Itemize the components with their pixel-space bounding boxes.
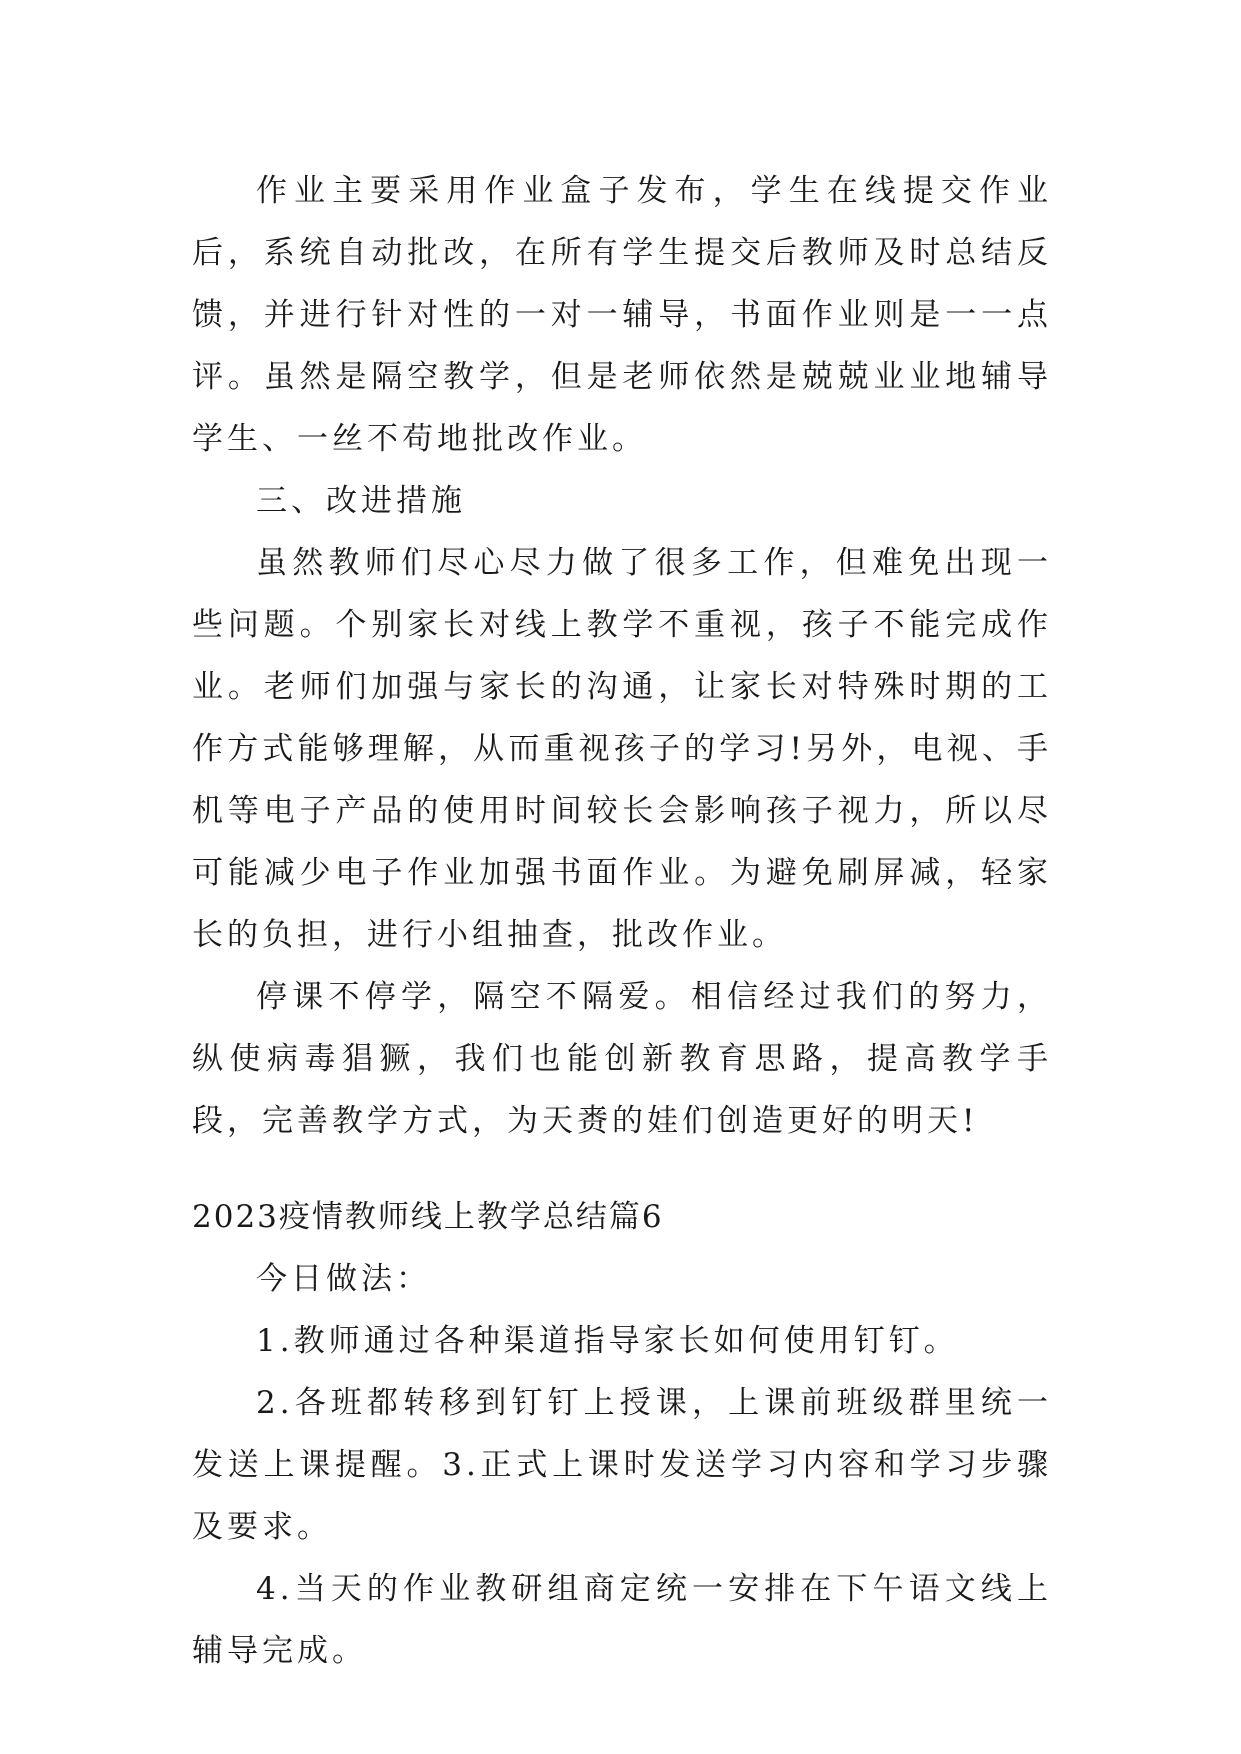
- list-item-4: 4.当天的作业教研组商定统一安排在下午语文线上辅导完成。: [192, 1571, 1052, 1669]
- paragraph-conclusion: 停课不停学，隔空不隔爱。相信经过我们的努力，纵使病毒猖獗，我们也能创新教育思路，提高教学手段，完善教学方式，为天赉的娃们创造更好的明天!: [192, 979, 1052, 1139]
- section-title: 2023疫情教师线上教学总结篇6: [192, 1199, 664, 1235]
- heading-improvement-measures: 三、改进措施: [256, 483, 466, 519]
- paragraph-problems: 虽然教师们尽心尽力做了很多工作，但难免出现一些问题。个别家长对线上教学不重视，孩子不能完成作业。老师们加强与家长的沟通，让家长对特殊时期的工作方式能够理解，从而重视孩子的学习!另外，电视、手机等电子产品的使用时间较长会影响孩子视力，所以尽可能减少电子作业加强书面作业。为避免刷屏减，轻家长的负担，进行小组抽查，批改作业。: [192, 545, 1052, 953]
- paragraph-today-method: 今日做法：: [256, 1261, 431, 1297]
- paragraph-homework: 作业主要采用作业盒子发布，学生在线提交作业后，系统自动批改，在所有学生提交后教师及时总结反馈，并进行针对性的一对一辅导，书面作业则是一一点评。虽然是隔空教学，但是老师依然是兢兢业业地辅导学生、一丝不苟地批改作业。: [192, 173, 1052, 457]
- document-body: [192, 160, 1052, 1682]
- list-item-2-3: 2.各班都转移到钉钉上授课，上课前班级群里统一发送上课提醒。3.正式上课时发送学习内容和学习步骤及要求。: [192, 1385, 1052, 1545]
- list-item-1: 1.教师通过各种渠道指导家长如何使用钉钉。: [256, 1323, 959, 1359]
